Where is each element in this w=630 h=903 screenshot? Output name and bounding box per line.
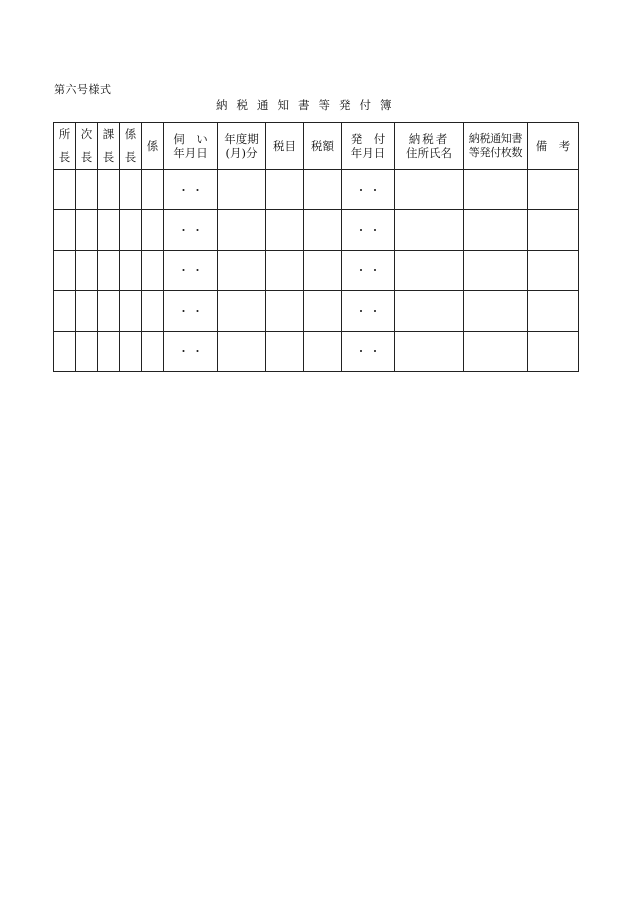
cell-fiscal-period <box>218 331 266 371</box>
cell-ukagai-date <box>164 250 218 290</box>
cell-kakaricho <box>120 170 142 210</box>
header-jicho-line2: 長 <box>80 150 93 164</box>
cell-ukagai-date <box>164 331 218 371</box>
header-kakaricho-line1: 係 <box>124 127 137 141</box>
cell-tax-item <box>266 291 304 331</box>
cell-ukagai-date <box>164 170 218 210</box>
header-ukagai-line2: 年月日 <box>173 146 208 160</box>
cell-notice-count <box>464 250 528 290</box>
cell-kakaricho <box>120 210 142 250</box>
cell-issue-date <box>342 250 395 290</box>
header-remarks: 備 考 <box>528 123 579 170</box>
cell-remarks <box>528 250 579 290</box>
cell-kakari <box>142 170 164 210</box>
header-shocho <box>54 123 76 170</box>
table-row <box>54 170 579 210</box>
header-kacho-line1: 課 <box>102 127 115 141</box>
cell-issue-date <box>342 331 395 371</box>
header-fiscal-period-line1: 年度期 <box>224 131 259 146</box>
issuance-register-table <box>53 122 579 372</box>
cell-kacho <box>98 250 120 290</box>
header-kakaricho <box>120 123 142 170</box>
cell-kakaricho <box>120 291 142 331</box>
cell-remarks <box>528 170 579 210</box>
header-notice-count-line2: 等発付枚数 <box>468 146 523 159</box>
cell-tax-amount <box>304 210 342 250</box>
date-placeholder: ・・ <box>355 224 384 238</box>
date-placeholder: ・・ <box>178 183 206 197</box>
cell-kacho <box>98 291 120 331</box>
cell-fiscal-period <box>218 250 266 290</box>
cell-issue-date <box>342 291 395 331</box>
table-row <box>54 331 579 371</box>
cell-tax-amount <box>304 170 342 210</box>
header-issue-date-line1: 発 付 <box>350 131 386 146</box>
cell-fiscal-period <box>218 210 266 250</box>
cell-tax-item <box>266 331 304 371</box>
cell-tax-amount <box>304 331 342 371</box>
cell-notice-count <box>464 331 528 371</box>
cell-kakari <box>142 291 164 331</box>
cell-remarks <box>528 331 579 371</box>
date-placeholder: ・・ <box>178 304 206 318</box>
table-row <box>54 210 579 250</box>
cell-fiscal-period <box>218 170 266 210</box>
header-tax-item: 税目 <box>266 123 304 170</box>
cell-notice-count <box>464 210 528 250</box>
cell-kakaricho <box>120 250 142 290</box>
date-placeholder: ・・ <box>355 183 384 197</box>
cell-kacho <box>98 170 120 210</box>
cell-kakaricho <box>120 331 142 371</box>
header-kacho-line2: 長 <box>102 150 115 164</box>
header-shocho-line2: 長 <box>58 150 71 164</box>
date-placeholder: ・・ <box>178 264 206 278</box>
header-fiscal-period-line2: (月)分 <box>225 146 258 160</box>
date-placeholder: ・・ <box>355 264 384 278</box>
cell-jicho <box>76 331 98 371</box>
header-tax-amount: 税額 <box>304 123 342 170</box>
document-title: 納税通知書等発付簿 <box>216 98 401 112</box>
cell-kacho <box>98 210 120 250</box>
header-row <box>54 123 579 170</box>
header-notice-count <box>464 123 528 170</box>
cell-jicho <box>76 210 98 250</box>
date-placeholder: ・・ <box>178 224 206 238</box>
cell-kacho <box>98 331 120 371</box>
header-taxpayer-line1: 納税者 <box>408 131 450 146</box>
cell-issue-date <box>342 210 395 250</box>
cell-remarks <box>528 210 579 250</box>
form-number: 第六号様式 <box>54 83 112 96</box>
cell-fiscal-period <box>218 291 266 331</box>
cell-jicho <box>76 291 98 331</box>
cell-shocho <box>54 170 76 210</box>
table-row <box>54 250 579 290</box>
cell-taxpayer <box>395 170 464 210</box>
cell-tax-item <box>266 250 304 290</box>
cell-kakari <box>142 250 164 290</box>
cell-ukagai-date <box>164 291 218 331</box>
cell-tax-amount <box>304 291 342 331</box>
cell-kakari <box>142 210 164 250</box>
cell-tax-item <box>266 210 304 250</box>
cell-jicho <box>76 170 98 210</box>
table-row <box>54 291 579 331</box>
date-placeholder: ・・ <box>355 345 384 359</box>
cell-taxpayer <box>395 291 464 331</box>
header-issue-date-line2: 年月日 <box>350 146 386 160</box>
cell-taxpayer <box>395 210 464 250</box>
header-taxpayer-line2: 住所氏名 <box>406 146 452 160</box>
cell-notice-count <box>464 170 528 210</box>
cell-tax-amount <box>304 250 342 290</box>
cell-shocho <box>54 250 76 290</box>
cell-ukagai-date <box>164 210 218 250</box>
header-ukagai-date <box>164 123 218 170</box>
cell-taxpayer <box>395 250 464 290</box>
cell-taxpayer <box>395 331 464 371</box>
cell-shocho <box>54 291 76 331</box>
header-kakari: 係 <box>142 123 164 170</box>
cell-remarks <box>528 291 579 331</box>
header-jicho-line1: 次 <box>80 127 93 141</box>
header-notice-count-line1: 納税通知書 <box>468 132 523 146</box>
header-issue-date <box>342 123 395 170</box>
header-ukagai-line1: 伺 い <box>173 131 208 146</box>
cell-shocho <box>54 210 76 250</box>
date-placeholder: ・・ <box>355 304 384 318</box>
header-kakaricho-line2: 長 <box>124 150 137 164</box>
cell-tax-item <box>266 170 304 210</box>
cell-issue-date <box>342 170 395 210</box>
header-fiscal-period <box>218 123 266 170</box>
header-jicho <box>76 123 98 170</box>
header-taxpayer <box>395 123 464 170</box>
cell-jicho <box>76 250 98 290</box>
cell-notice-count <box>464 291 528 331</box>
header-shocho-line1: 所 <box>58 127 71 141</box>
cell-shocho <box>54 331 76 371</box>
cell-kakari <box>142 331 164 371</box>
header-kacho <box>98 123 120 170</box>
date-placeholder: ・・ <box>178 345 206 359</box>
